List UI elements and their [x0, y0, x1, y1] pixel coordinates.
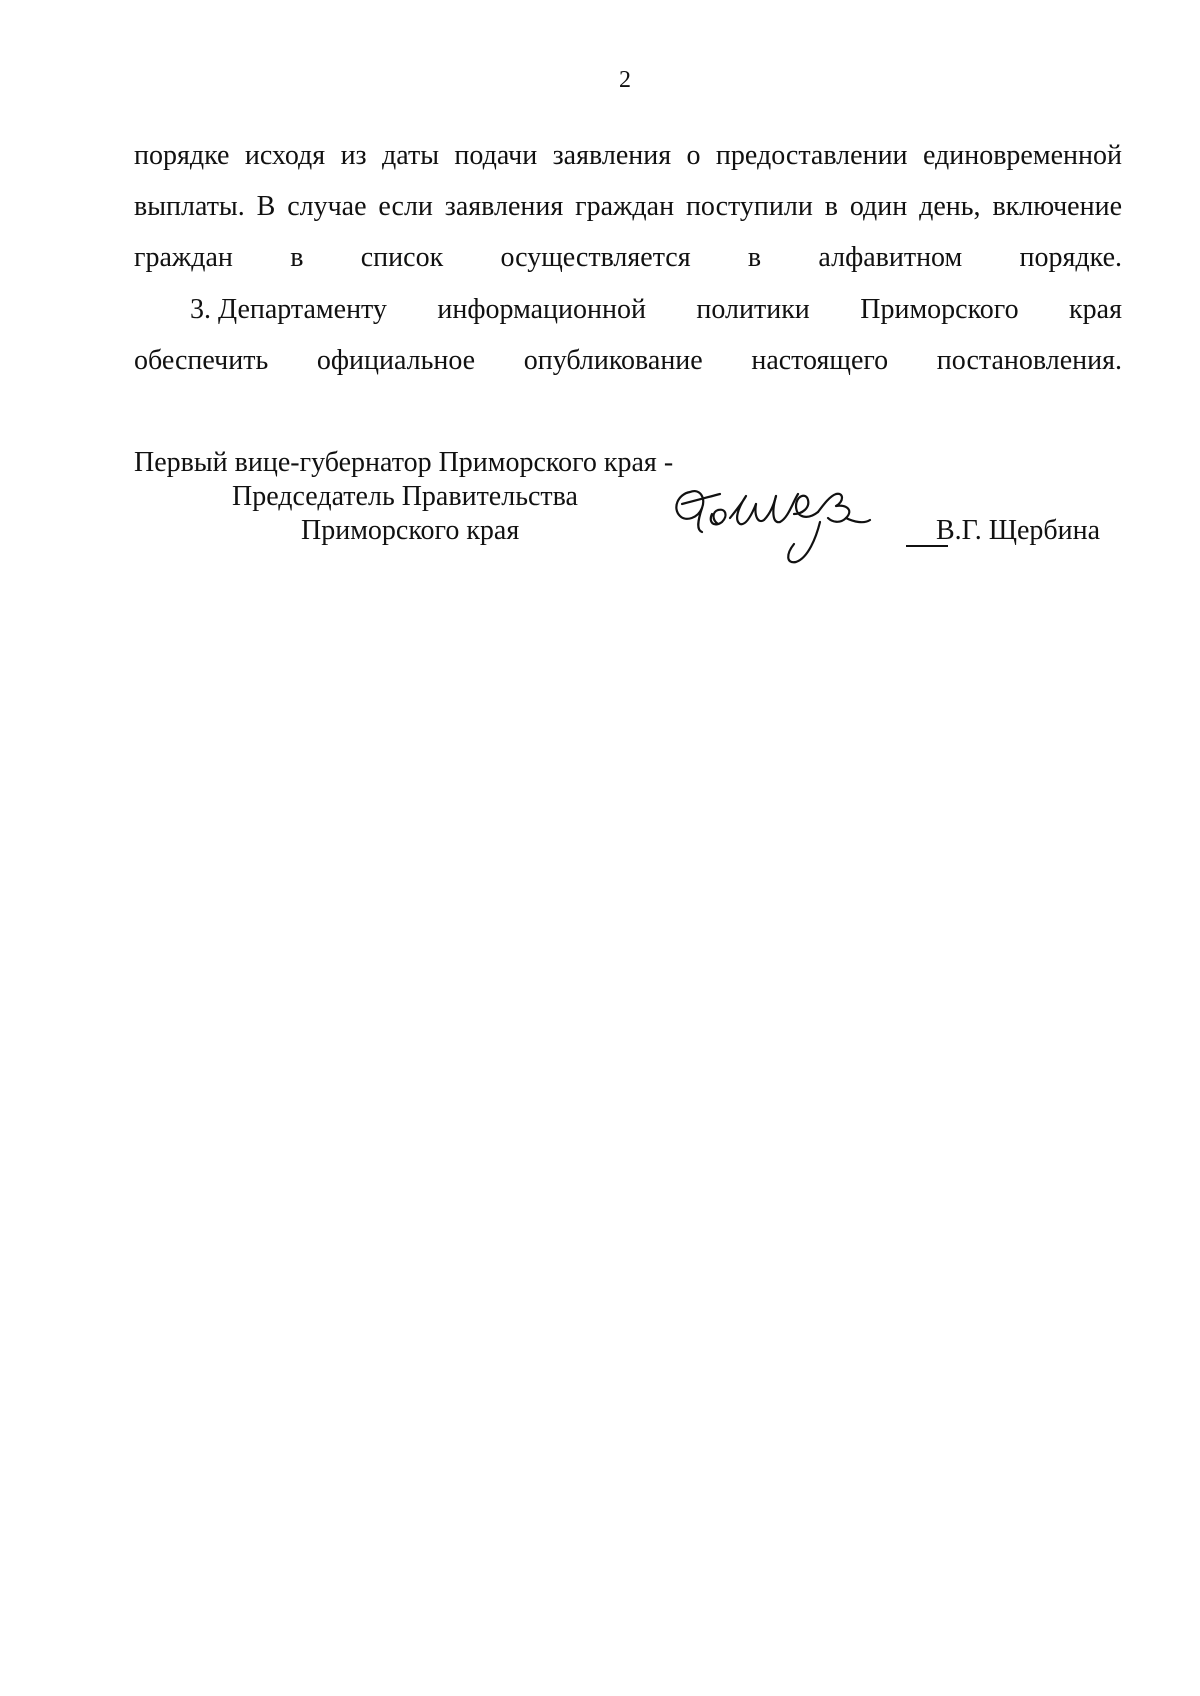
signatory-title-line-1: Первый вице-губернатор Приморского края -	[134, 447, 674, 478]
word: поступили	[685, 191, 813, 222]
paragraph-1-line-2	[134, 181, 1122, 232]
word: даты	[382, 140, 440, 171]
word: В	[256, 191, 276, 222]
paragraph-1-last-line: граждан в список осуществляется в алфавитном порядке.	[134, 242, 1122, 273]
handwritten-signature-icon	[668, 474, 908, 584]
page-number: 2	[619, 67, 631, 93]
paragraph-2-line-1	[134, 284, 1122, 335]
paragraph-2	[134, 284, 1122, 386]
word: 3. Департаменту	[190, 294, 387, 325]
word: случае	[287, 191, 367, 222]
word: из	[340, 140, 367, 171]
signatory-title-line-2: Председатель Правительства	[232, 481, 578, 512]
word: политики	[696, 294, 810, 325]
word: Приморского	[860, 294, 1019, 325]
word: заявления	[552, 140, 672, 171]
word: день,	[919, 191, 981, 222]
word: порядке	[134, 140, 230, 171]
signatory-title-line-3: Приморского края	[301, 515, 520, 546]
word: заявления	[444, 191, 564, 222]
word: единовременной	[922, 140, 1122, 171]
paragraph-2-last-line: обеспечить официальное опубликование настоящего постановления.	[134, 345, 1122, 376]
word: края	[1069, 294, 1122, 325]
word: о	[686, 140, 701, 171]
word: выплаты.	[134, 191, 245, 222]
word: если	[378, 191, 433, 222]
signer-name: В.Г. Щербина	[936, 515, 1101, 546]
word: граждан	[575, 191, 675, 222]
paragraph-1	[134, 130, 1122, 283]
word: включение	[992, 191, 1122, 222]
word: подачи	[454, 140, 538, 171]
word: в	[824, 191, 838, 222]
word: предоставлении	[715, 140, 908, 171]
word: один	[849, 191, 908, 222]
word: информационной	[437, 294, 646, 325]
word: исходя	[244, 140, 326, 171]
paragraph-1-line-1	[134, 130, 1122, 181]
